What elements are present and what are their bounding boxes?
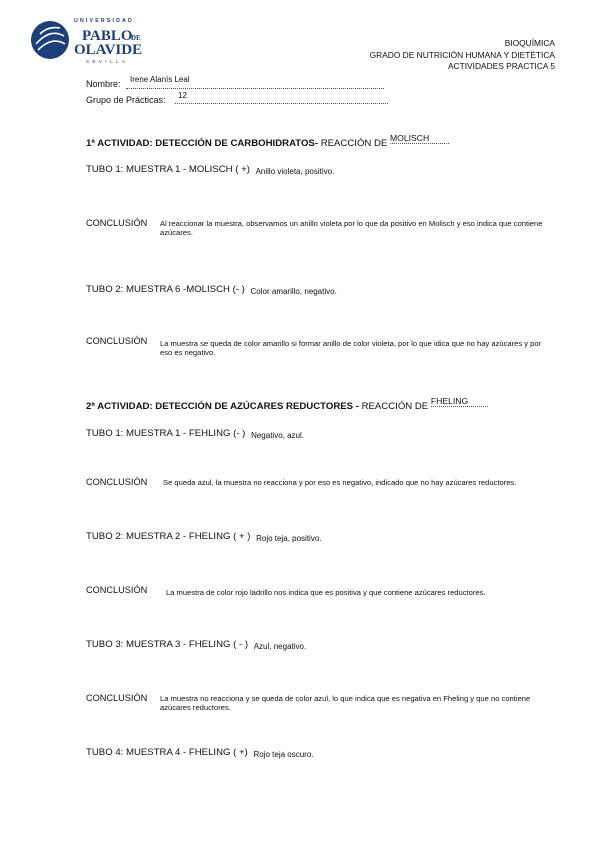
tube-result: Anillo violeta, positivo. (255, 167, 335, 176)
activity-2-tube-4 (86, 747, 314, 758)
tube-result: Azul, negativo. (253, 642, 307, 651)
tube-label: TUBO 4: MUESTRA 4 - FHELING ( +) (86, 747, 248, 758)
conclusion-label: CONCLUSIÓN (86, 585, 148, 595)
group-underline (175, 103, 388, 104)
conclusion-text: Se queda azul, la muestra no reacciona y por eso es negativo, indicado que no hay azúcares reductores. (163, 478, 517, 487)
conclusion-label: CONCLUSIÓN (86, 218, 148, 228)
group-label: Grupo de Prácticas: (86, 95, 166, 105)
activity-2-title (86, 396, 488, 412)
conclusion-text: La muestra se queda de color amarillo si formar anillo de color violeta, por lo que idica que no hay azúcares y por eso es negativo. (160, 339, 542, 358)
tube-label: TUBO 1: MUESTRA 1 - MOLISCH ( +) (86, 164, 250, 175)
name-underline (126, 88, 384, 89)
logo-line-sevilla: SEVILLA (86, 59, 129, 64)
name-value: Irene Alanís Leal (130, 75, 190, 84)
logo-line-de: DE (131, 34, 141, 42)
tube-result: Color amarillo, negativo. (250, 287, 337, 296)
group-value: 12 (178, 91, 187, 100)
activity-1-reaction-value: MOLISCH (390, 133, 449, 144)
activity-1-reaction-label: REACCIÓN DE (320, 138, 388, 149)
tube-label: TUBO 2: MUESTRA 2 - FHELING ( + ) (86, 531, 251, 542)
header-block (370, 38, 555, 73)
header-activity: ACTIVIDADES PRACTICA 5 (447, 61, 555, 71)
tube-label: TUBO 3: MUESTRA 3 - FHELING ( - ) (86, 639, 249, 650)
university-seal-icon (30, 14, 150, 66)
header-subject: BIOQUÍMICA (504, 38, 555, 48)
logo-line-universidad: UNIVERSIDAD (74, 18, 134, 24)
tube-label: TUBO 1: MUESTRA 1 - FEHLING (- ) (86, 428, 246, 439)
university-logo (30, 14, 150, 66)
conclusion-label: CONCLUSIÓN (86, 336, 148, 346)
name-label: Nombre: (86, 79, 121, 89)
conclusion-label: CONCLUSIÓN (86, 693, 148, 703)
tube-result: Rojo teja oscuro. (253, 750, 314, 759)
logo-line-olavide: OLAVIDE (74, 42, 143, 58)
conclusion-text: La muestra no reacciona y se queda de color azul, lo que indica que es negativa en Fheling y que no contiene azúcares reductores. (160, 694, 531, 713)
logo-line-pablo: PABLO (82, 28, 133, 44)
activity-1-title (86, 133, 449, 149)
activity-1-heading: 1ª ACTIVIDAD: DETECCIÓN DE CARBOHIDRATOS- (86, 138, 319, 149)
activity-2-reaction-value: FHELING (431, 396, 488, 407)
activity-1-tube-1 (86, 164, 334, 175)
conclusion-label: CONCLUSIÓN (86, 477, 148, 487)
tube-label: TUBO 2: MUESTRA 6 -MOLISCH (- ) (86, 284, 245, 295)
header-degree: GRADO DE NUTRICIÓN HUMANA Y DIETÉTICA (369, 49, 555, 60)
activity-2-tube-3 (86, 639, 306, 650)
conclusion-text: La muestra de color rojo ladrillo nos indica que es positiva y que contiene azúcares reductores. (166, 588, 486, 597)
conclusion-text: Al reaccionar la muestra, observamos un anillo violeta por lo que da positivo en Molisch y eso indica que contiene azúcares. (160, 219, 543, 238)
activity-1-tube-2 (86, 284, 337, 295)
activity-2-tube-2 (86, 531, 322, 542)
activity-2-tube-1 (86, 428, 304, 439)
activity-2-heading: 2ª ACTIVIDAD: DETECCIÓN DE AZÚCARES REDUCTORES - (86, 401, 359, 412)
activity-2-reaction-label: REACCIÓN DE (361, 401, 429, 412)
tube-result: Negativo, azul. (251, 431, 304, 440)
tube-result: Rojo teja, positivo. (256, 534, 322, 543)
